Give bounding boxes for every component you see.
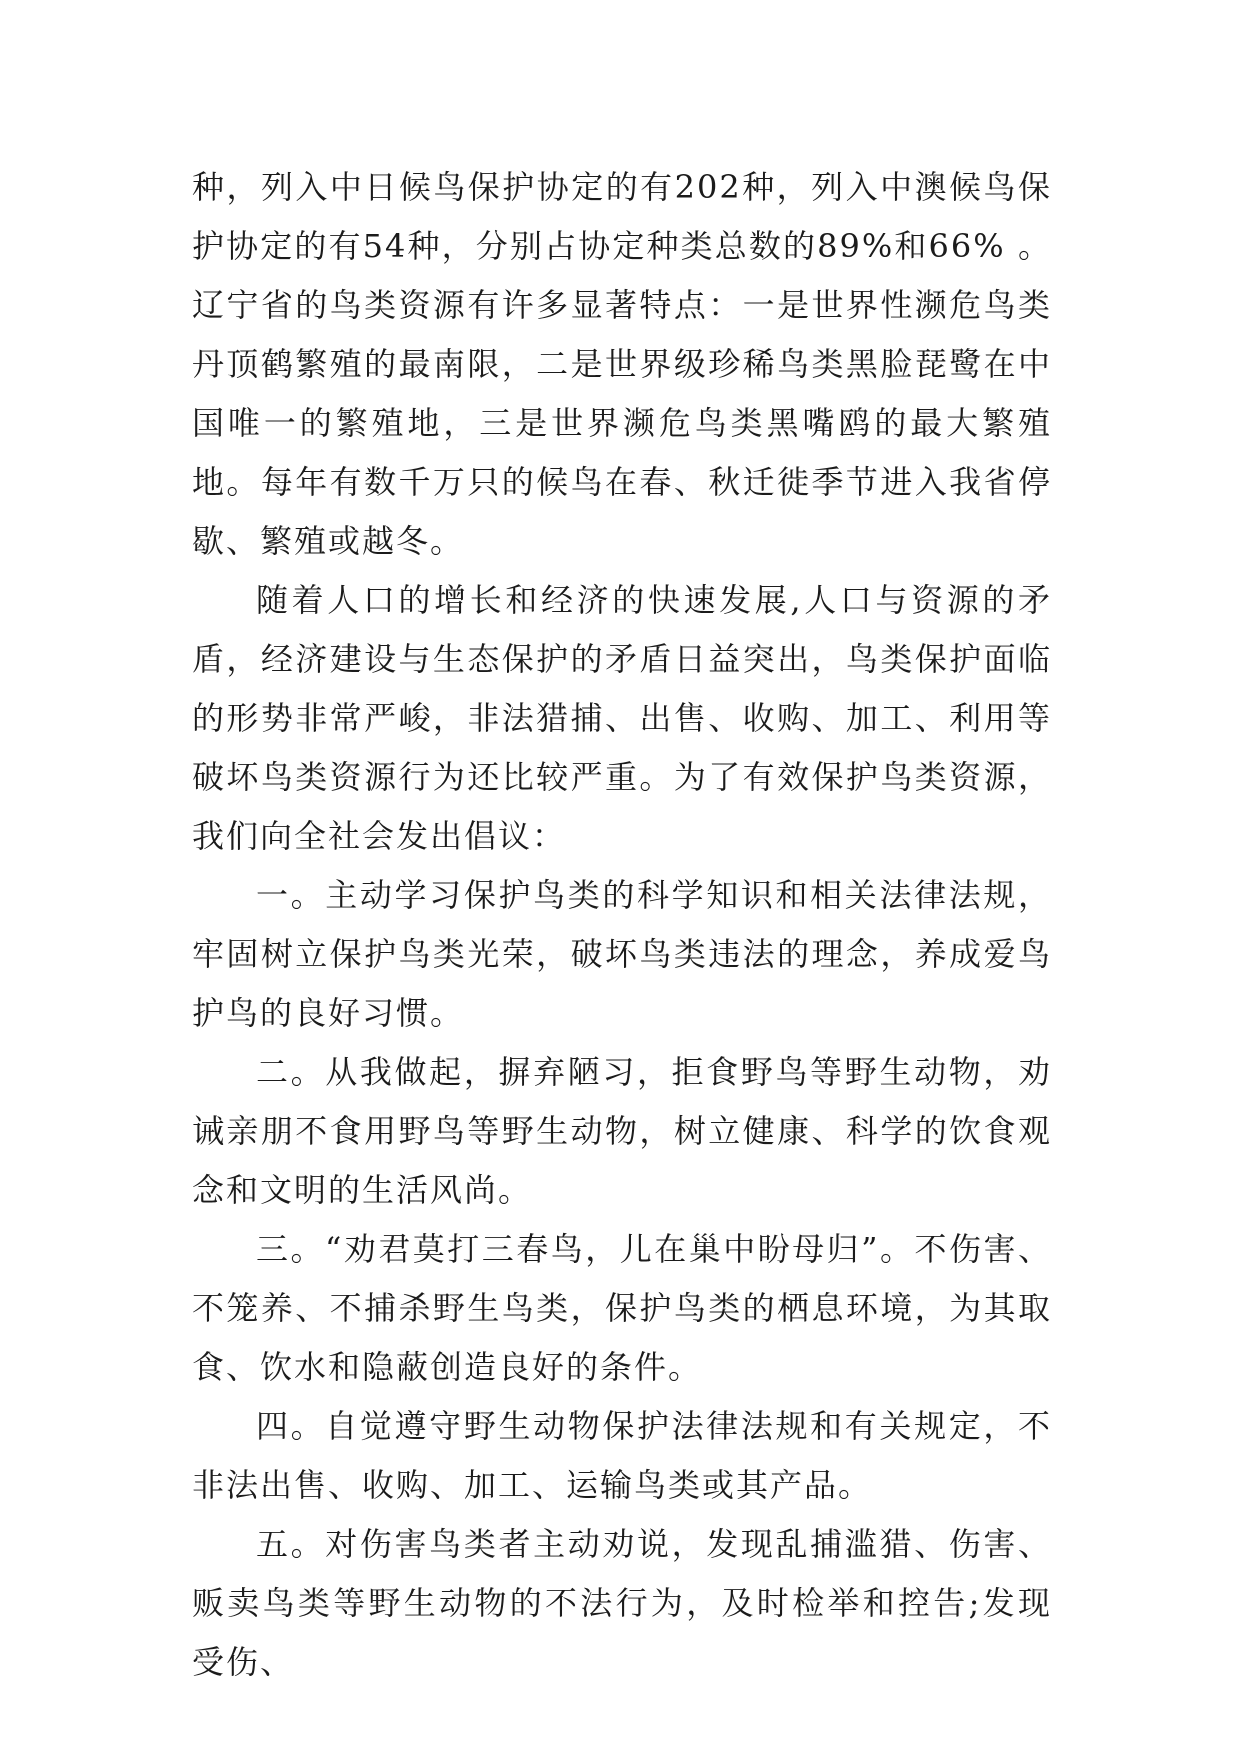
paragraph-proposal-1: 一。主动学习保护鸟类的科学知识和相关法律法规，牢固树立保护鸟类光荣，破坏鸟类违法的理念，养成爱鸟护鸟的良好习惯。	[192, 876, 1052, 1032]
paragraph-proposal-5: 五。对伤害鸟类者主动劝说，发现乱捕滥猎、伤害、贩卖鸟类等野生动物的不法行为，及时检举和控告;发现受伤、	[192, 1525, 1052, 1681]
document-body	[192, 158, 1052, 1692]
paragraph-continued: 种，列入中日候鸟保护协定的有202种，列入中澳候鸟保护协定的有54种，分别占协定种类总数的89%和66% 。辽宁省的鸟类资源有许多显著特点：一是世界性濒危鸟类丹顶鹤繁殖的最南限，二是世界级珍稀鸟类黑脸琵鹭在中国唯一的繁殖地，三是世界濒危鸟类黑嘴鸥的最大繁殖地。每年有数千万只的候鸟在春、秋迁徙季节进入我省停歇、繁殖或越冬。	[192, 168, 1052, 560]
paragraph-proposal-3: 三。“劝君莫打三春鸟，儿在巢中盼母归”。不伤害、不笼养、不捕杀野生鸟类，保护鸟类的栖息环境，为其取食、饮水和隐蔽创造良好的条件。	[192, 1230, 1052, 1386]
paragraph-proposal-4: 四。自觉遵守野生动物保护法律法规和有关规定，不非法出售、收购、加工、运输鸟类或其产品。	[192, 1407, 1052, 1504]
paragraph-proposal-2: 二。从我做起，摒弃陋习，拒食野鸟等野生动物，劝诫亲朋不食用野鸟等野生动物，树立健康、科学的饮食观念和文明的生活风尚。	[192, 1053, 1052, 1209]
paragraph-background: 随着人口的增长和经济的快速发展,人口与资源的矛盾，经济建设与生态保护的矛盾日益突出，鸟类保护面临的形势非常严峻，非法猎捕、出售、收购、加工、利用等破坏鸟类资源行为还比较严重。为了有效保护鸟类资源，我们向全社会发出倡议：	[192, 581, 1052, 855]
